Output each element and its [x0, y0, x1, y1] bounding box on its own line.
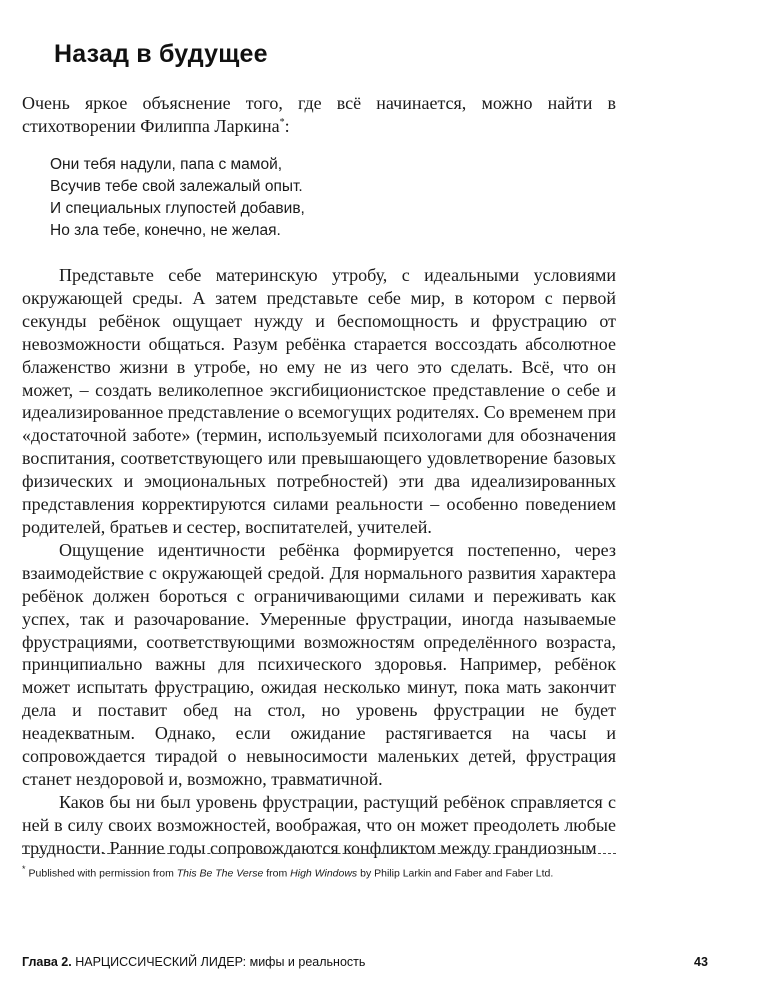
body-paragraph: Представьте себе материнскую утробу, с идеальными условиями окружающей среды. А затем представьте себе мир, в котором с первой секунды ребёнок ощущает нужду и беспомощность и фрустрацию от невозможности общаться. Разум ребёнка старается воссоздать абсолютное блаженство жизни в утробе, но ему не из чего это сделать. Всё, что он может, – создать великолепное эксгибиционистское представление о себе и идеализированное представление о всемогущих родителях. Со временем при «достаточной заботе» (термин, используемый психологами для обозначения воспитания, соответствующего или превышающего удовлетворение базовых физических и эмоциональных потребностей) эти два идеализированных представления корректируются силами реальности – особенно поведением родителей, братьев и сестер, воспитателей, учителей.: [22, 265, 616, 537]
section-heading: Назад в будущее: [54, 40, 268, 68]
running-footer: [22, 955, 365, 969]
footnote-divider: [22, 853, 616, 854]
body-paragraph: Каков бы ни был уровень фрустрации, растущий ребёнок справляется с ней в силу своих возможностей, воображая, что он может преодолеть любые трудности. Ранние годы сопровождаются конфликтом между грандиозным: [22, 791, 616, 858]
intro-paragraph: [22, 92, 616, 138]
intro-end: :: [284, 115, 290, 136]
footnote-title-poem: This Be The Verse: [176, 867, 264, 880]
footnote-suffix: by Philip Larkin and Faber and Faber Ltd.: [357, 867, 554, 880]
footnote-marker: *: [22, 864, 26, 874]
poem-quote: [50, 154, 305, 242]
footnote-middle: from: [263, 867, 291, 880]
poem-line: Они тебя надули, папа с мамой,: [50, 156, 283, 173]
intro-text: Очень яркое объяснение того, где всё начинается, можно найти в стихотворении Филиппа Ларкина: [22, 93, 616, 136]
poem-line: Всучив тебе свой залежалый опыт.: [50, 178, 303, 195]
footnote-ref-marker: *: [279, 116, 285, 128]
poem-line: Но зла тебе, конечно, не желая.: [50, 222, 281, 239]
page-number: 43: [694, 955, 708, 969]
body-paragraphs: [22, 264, 616, 860]
chapter-title: НАРЦИССИЧЕСКИЙ ЛИДЕР: мифы и реальность: [75, 955, 366, 969]
chapter-number: Глава 2.: [22, 955, 72, 969]
poem-line: И специальных глупостей добавив,: [50, 200, 305, 217]
footnote-title-book: High Windows: [290, 867, 358, 880]
body-paragraph: Ощущение идентичности ребёнка формируется постепенно, через взаимодействие с окружающей средой. Для нормального развития характера ребёнок должен бороться с ограничивающими силами и переживать как успех, так и разочарование. Умеренные фрустрации, иногда называемые фрустрациями, соответствующими возможностям определённого возраста, принципиально важны для психического здоровья. Например, ребёнок может испытать фрустрацию, ожидая несколько минут, пока мать закончит дела и поставит обед на стол, но уровень фрустрации не будет неадекватным. Однако, если ожидание растягивается на часы и сопровождается тирадой о невыносимости маленьких детей, фрустрация станет нездоровой и, возможно, травматичной.: [22, 539, 616, 789]
footnote: [22, 864, 622, 880]
footnote-prefix: Published with permission from: [28, 867, 177, 880]
